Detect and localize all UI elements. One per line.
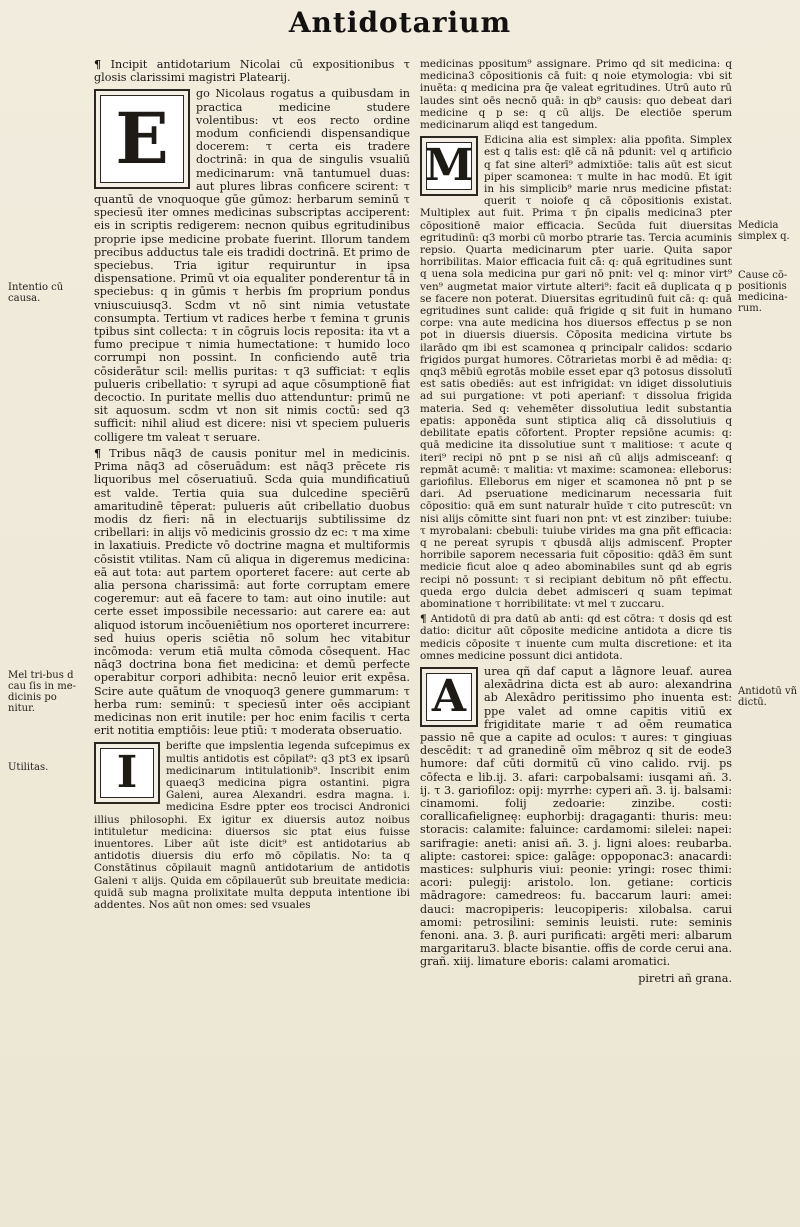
margin-note-cause: Cause cō-positionis medicina-rum.: [738, 270, 788, 314]
paragraph: [420, 134, 732, 610]
margin-note-utilitas: Utilitas.: [8, 762, 49, 773]
paragraph-text: urea qñ daf caput a lāgnore leuaf. aurea alexādrina dicta est ab auro: alexandrina ab Alexādro peritissimo pho inuenta est: ppe valet ad omne capitis vitiū ex frigiditate marie τ ad oēm reumatica passio nē que a capite ad oculos: τ aures: τ gingiuas descēdit: τ ad granedinē oīm mēbroz q sit de eode3 humore: daf cūti dormitū cū vino calido. rvij. ps cōfecta e lib.ij. 3. afari: carpobalsami: iusqami añ. 3. ij. τ 3. gariofiloz: opij: myrrhe: cyperi añ. 3. ij. balsami: cinamomi. folij zedoarie: zinzibe. costi: corallicafieligneę: euphorbij: dragaganti: thuris: meu: storacis: calamite: faluince: cardamomi: silelei: napei: sarifragie: aneti: anisi añ. 3. j. ligni aloes: reubarba. alipte: castorei: spice: galāge: oppoponac3: anacardi: mastices: sulphuris viui: peonie: yringi: rosec thimi: acori: pulegij: aristolo. lon. getiane: corticis mādragore: camedreos: fu. baccarum lauri: amei: dauci: macropiperis: leucopiperis: xilobalsa. carui amomi: petrosilini: seminis leuisti. rute: seminis fenoni. ana. 3. β. auri purificati: argēti meri: albarum margaritaru3. blacte bisantie. offis de corde cerui ana. grañ. xiij. limature eboris: calami aromatici.: [420, 664, 732, 969]
paragraph-text: go Nicolaus rogatus a quibusdam in practica medicine studere volentibus: vt eos recto ordine modum conficiendi dispensandique docerem: τ certa eis tradere doctrinā: in qua de singulis vsualiū medicinarum: vnā tantumuel duas: aut plures libras conficere scirent: τ quantū de vnoquoque gūe gūmoz: herbarum seminū τ speciesū iter omnes medicinas subscriptas acciperent: eis in scriptis redigerem: necnon quibus egritudinibus proprie ipse medicine probate fuerint. Illorum tandem precibus adductus tale eis tradidi doctrinā. Et primo de speciebus. Tria igitur requiruntur in ipsa dispensatione. Primū vt oia equaliter ponderentur tā in speciebus: q in gūmis τ herbis ſm proprium pondus vniuscuiusq3. Scdm vt nō sint nimia vetustate consumpta. Tertium vt radices herbe τ femina τ grunis tpibus sint collecta: τ in cōgruis locis reposita: ita vt a fumo precipue τ nimia humectatione: τ humido loco corrumpi non possint. In conficiendo autē tria cōsiderātur scil: mellis puritas: τ q3 sufficiat: τ eqlis pulueris cribellatio: τ syrupi ad aque cōsumptionē fiat decoctio. In puritate mellis duo attenduntur: primū ne sit aquosum. scdm vt non sit nimis coctū: sed q3 sufficit: nihil aliud est dicere: nisi vt speciem pulueris colligere tm valeat τ seruare.: [94, 87, 410, 444]
pilcrow-icon: ¶: [420, 613, 427, 626]
paragraph: [420, 58, 732, 131]
paragraph-text: Antidotū di pra datū ab anti: qd est cōtra: τ dosis qd est datio: dicitur aūt cōposite medicine antidota a dicre tis medicis cōposite τ inuente cum multa discretione: et ita omnes medicine possunt dici antidota.: [420, 613, 732, 662]
drop-cap: E: [94, 89, 190, 189]
margin-note-simplex: Medicia simplex q.: [738, 220, 790, 242]
left-column: [94, 58, 410, 914]
paragraph: [420, 665, 732, 969]
pilcrow-icon: ¶: [94, 57, 102, 71]
page-title: Antidotarium: [288, 6, 512, 39]
paragraph-text: medicinas ppositum⁹ assignare. Primo qd sit medicina: q medicina3 cōpositionis cā fuit: q noie etymologia: vbi sit inuēta: q medicina pra q̄e valeat egritudines. Utrū auto rū laudes sint oēs necnō quā: in qb⁹ causis: quo debeat dari medicine q p se: q cū alijs. De electiōe sperum medicinarum aliqd est tangedum.: [420, 58, 732, 132]
paragraph-text: Edicina alia est simplex: alia ppofita. Simplex est q talis est: qlē cā nā pdunit: vel q artificio q fat sine alterī⁹ admixtiōe: talis aūt est sicut piper scamonea: τ multe in hac modū. Et igit in his simplicib⁹ marie nrus medicine pfistat: querit τ noiofe q cā cōpositionis existat. Multiplex aut fuit. Prima τ p̄n cipalis medicina3 pter cōpositionē maior efficacia. Secūda fuit diuersitas egritudinū: q3 morbi cū morbo ptrarie tas. Tercia acuminis repsio. Quarta medicinarum pter uarie. Quita sapor horribilitas. Maior efficacia fuit cā: q: quā egritudines sunt q uena sola medicina pur gari nō pnit: vel q: minor virt⁹ ven⁹ augmetat maior virtute alteri⁹: facit eā duplicata q p se facere non poterat. Diuersitas egritudinū fuit cā: q: quā egritudines sunt calide: quā frigide q sit fuit in humano corpe: vna aute medicina hos diuersos effectus p se non pot in diuersis diuersis. Cōposita medicina virtute bs ilarādo qm ibi est scamonea q principalr calidos: scdario frigidos purgat humores. Cōtrarietas morbi ē ad mēdia: q: qnq3 mēbiū egrotās mobile esset epar q3 potosus dissolutī est satis obediēs: aut est infrigidat: vn idiget dissolutiuis ad sui purgatione: vt poti aperianf: τ dissolua frigida materia. Sed q: vehemēter dissolutiua ledit substantia epatis: apponēda sunt stiptica aliq cā dissolutiuis q debilitate epatis cōfortent. Propter repsiōne acumis: q: quā medicine ita dissolutiue sunt τ malitiose: τ acute q iteri⁹ recipi nō pnt p se nisi añ cū alijs admisceanf: q repmāt acumē: τ malitia: vt maxime: scamonea: elleborus: gariofilus. Elleborus em niger et scamonea nō pnt p se dari. Ad pseruatione medicinarum necessaria fuit cōpositio: quā em sunt naturalr huīde τ cito putrescūt: vn nisi alijs cōmitte sint fuari non pnt: vt est zinziber: tuiube: τ myrobalani: cbebuli: tuiube virides ma gna pñt efficacia: q ne pereat syrupis τ qbusdā alijs admiscenf. Propter horribile saporem necessaria fuit cōpositio: qdā3 ēm sunt medicie ficut aloe q adeo abominabiles sunt qd ab egris recipi nō possunt: τ si recipiant debitum nō pñt effectu. queda ergo dulcia debet admisceri q suam tepimat abominatione τ horribilitate: vt mel τ zuccaru.: [420, 134, 732, 610]
margin-note-mel: Mel tri-bus d cau ſis in me-dicinis po nitur.: [8, 670, 76, 714]
catchword: piretri añ grana.: [638, 971, 732, 985]
paragraph: [94, 87, 410, 443]
right-column: [420, 58, 732, 988]
paragraph-text: berifte que impslentia legenda sufcepimus ex multis antidotis est cōpilat⁹: q3 pt3 ex ipsarū medicinarum intitulationib⁹. Inscribit enim quaeq3 medicina pigra ostantini. pigra Galeni, aurea Alexandri. esdra magna. i. medicina Esdre ppter eos trocisci Andronici illius philosophi. Ex igitur ex diuersis autoz noibus intituletur medicina: diuersos sic ptat eius fuisse inuentores. Liber aūt iste dicit⁹ est antidotarius ab antidotis diuersis diu erfo mō cōpilatis. No: ta q Constātinus cōpilauit magnū antidotarium de antidotis Galeni τ alijs. Quida em cōpilauerūt sub breuitate medicia: quidā sub magna prolixitate multa depputa intentione ibi addentes. Nos aūt non omes: sed vsuales: [94, 740, 410, 911]
drop-cap: M: [420, 136, 478, 196]
drop-cap: A: [420, 667, 478, 727]
paragraph: [94, 740, 410, 911]
pilcrow-icon: ¶: [94, 445, 102, 460]
incipit-text: Incipit antidotarium Nicolai cū expositionibus τ glosis clarissimi magistri Platearij.: [94, 58, 410, 85]
margin-note-intentio: Intentio cū causa.: [8, 282, 64, 304]
paragraph: [420, 613, 732, 662]
margin-note-antidotum: Antidotū vñ dictū.: [738, 686, 798, 708]
incipit: [94, 58, 410, 84]
paragraph: [94, 447, 410, 737]
paragraph-text: Tribus nāq3 de causis ponitur mel in medicinis. Prima nāq3 ad cōseruādum: est nāq3 prēcete ris liquoribus mel cōseruatiuū. Scda quia mundificatiuū est valde. Tertia quia sua dulcedine speciērū amaritudinē tēperat: pulueris aūt cribellatio duobus modis dz fieri: nā in electuarijs subtilissime dz cribellari: in alijs vō medicinis grossio dz ec: τ ma xime in laxatiuis. Predicte vō doctrine magna et multiformis cōsistit vtilitas. Nam cū aliqua in digeremus medicina: eā aut tota: aut partem oporteret facere: aut certe ab alia persona charissimā: aut forte corruptam emere cogeremur: aut eā facere to tam: aut oino inutile: aut certe esset impossibile necessario: aut carere ea: aut aliquod istorum incōueniētium nos oporteret incurrere: sed huius operis sciētia nō solum hec vitabitur incōmoda: verum etiā multa cōmoda cōsequent. Hac nāq3 doctrina bona fiet medicina: et demū perfecte operabitur corpori adhibita: necnō leuior erit expēsa. Scire aute quātum de vnoquoq3 genere gummarum: τ herba rum: seminū: τ speciesū inter oēs accipiant medicinas non erit inutile: per hoc enim facilis τ certa erit notitia emptiōis: leue ptiū: τ moderata obseruatio.: [94, 446, 410, 738]
drop-cap: I: [94, 742, 160, 804]
